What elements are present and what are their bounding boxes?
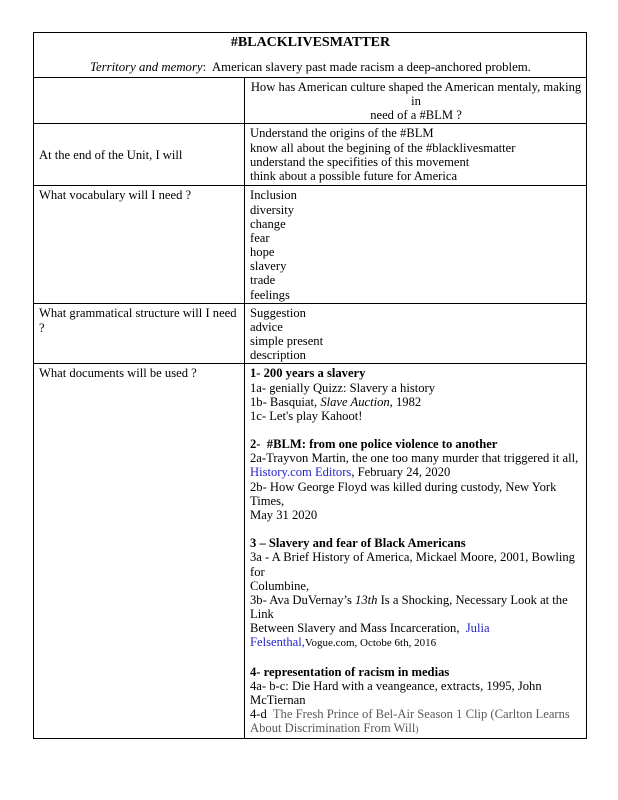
text-segment: Columbine, [250, 578, 310, 593]
text-segment: fear [250, 230, 270, 245]
text-segment: trade [250, 273, 276, 288]
row-content-vocabulary [245, 186, 587, 303]
text-line [250, 108, 582, 122]
text-segment: think about a possible future for America [250, 168, 458, 183]
subtitle-text: : American slavery past made racism a deep-anchored problem. [202, 60, 531, 74]
row-label-vocabulary: What vocabulary will I need ? [34, 186, 245, 303]
text-line [250, 593, 582, 621]
text-line [250, 366, 582, 380]
text-segment: 1982 [392, 394, 422, 409]
text-line [250, 288, 582, 302]
text-segment: 1- 200 years a slavery [250, 366, 366, 381]
hyperlink[interactable]: Felsenthal, [250, 635, 305, 650]
text-segment: Suggestion [250, 305, 306, 320]
row-question [34, 78, 587, 124]
text-segment: 4-d [250, 707, 273, 722]
text-line [250, 579, 582, 593]
subtitle-theme: Territory and memory [90, 60, 203, 74]
text-line [250, 245, 582, 259]
text-line [250, 188, 582, 202]
text-line [250, 465, 582, 479]
text-segment: Slave Auction, [320, 394, 393, 409]
text-line [250, 259, 582, 273]
text-segment: 2b- How George Floyd was killed during custody, New York Times, [250, 479, 560, 508]
text-line [250, 306, 582, 320]
text-segment: How has American culture shaped the American mentaly, making in [250, 80, 585, 109]
text-line [250, 536, 582, 550]
text-line [250, 721, 582, 737]
text-segment: 2a-Trayvon Martin, the one too many murder that triggered it all, [250, 451, 579, 466]
text-segment: hope [250, 245, 275, 260]
row-label-documents: What documents will be used ? [34, 364, 245, 739]
text-line [250, 155, 582, 169]
text-segment: simple present [250, 334, 324, 349]
text-line [250, 348, 582, 362]
text-line [250, 320, 582, 334]
text-line [250, 126, 582, 140]
text-segment: Understand the origins of the #BLM [250, 126, 434, 141]
row-grammar [34, 303, 587, 364]
text-segment: , February 24, 2020 [351, 465, 451, 480]
row-label-objectives: At the end of the Unit, I will [34, 124, 245, 186]
text-segment: The Fresh Prince of Bel-Air Season 1 Clip (Carlton Learns [272, 707, 570, 722]
text-line [250, 707, 582, 721]
text-segment: 13th [355, 592, 378, 607]
text-segment: ) [415, 725, 419, 736]
text-segment: 4- representation of racism in medias [250, 664, 450, 679]
text-segment: 1c- Let's play Kahoot! [250, 408, 363, 423]
text-segment: know all about the begining of the #blacklivesmatter [250, 140, 516, 155]
text-segment: feelings [250, 287, 290, 302]
unit-subtitle [39, 60, 582, 75]
text-segment: diversity [250, 202, 295, 217]
text-line [250, 635, 582, 650]
text-segment: Is a Shocking, Necessary Look at the Link [250, 592, 571, 621]
text-line [250, 80, 585, 109]
text-segment: 4a- b-c: Die Hard with a veangeance, extracts, 1995, John [250, 678, 542, 693]
text-line [250, 437, 582, 451]
hyperlink[interactable]: History.com Editors [250, 465, 352, 480]
text-segment: 1b- Basquiat, [250, 394, 321, 409]
text-line [250, 203, 582, 217]
text-segment: 1a- genially Quizz: Slavery a history [250, 380, 436, 395]
text-line [250, 395, 582, 409]
title-cell [34, 33, 587, 78]
row-content-objectives [245, 124, 587, 186]
text-line [250, 423, 582, 437]
text-line [250, 231, 582, 245]
row-label-question [34, 78, 245, 124]
text-segment: change [250, 216, 286, 231]
text-line [250, 650, 582, 664]
text-line [250, 381, 582, 395]
text-line [250, 409, 582, 423]
text-segment: slavery [250, 259, 287, 274]
text-line [250, 217, 582, 231]
text-line [250, 451, 582, 465]
unit-table [33, 32, 587, 739]
text-segment: need of a #BLM ? [370, 108, 462, 123]
text-segment: McTiernan [250, 692, 306, 707]
text-line [250, 508, 582, 522]
text-line [250, 141, 582, 155]
unit-table-body [34, 33, 587, 739]
header-row [34, 33, 587, 78]
row-objectives [34, 124, 587, 186]
text-segment: 3 – Slavery and fear of Black Americans [250, 536, 466, 551]
row-vocabulary [34, 186, 587, 303]
hyperlink[interactable]: Julia [465, 621, 490, 636]
text-line [250, 550, 582, 578]
text-segment: 3b- Ava DuVernay’s [250, 592, 356, 607]
text-line [250, 169, 582, 183]
text-line [250, 273, 582, 287]
row-content-documents [245, 364, 587, 739]
text-segment: description [250, 348, 306, 363]
text-segment: advice [250, 319, 283, 334]
text-segment: 2- #BLM: from one police violence to another [250, 437, 498, 452]
row-label-grammar: What grammatical structure will I need ? [34, 303, 245, 364]
text-segment: Vogue.com, Octobe 6th, 2016 [304, 637, 437, 650]
text-line [250, 334, 582, 348]
text-line [250, 621, 582, 635]
text-segment: Inclusion [250, 188, 297, 203]
text-segment: understand the specifities of this movement [250, 154, 470, 169]
text-segment: About Discrimination From Will [250, 721, 416, 736]
page-title: #BLACKLIVESMATTER [230, 35, 391, 50]
text-segment: Between Slavery and Mass Incarceration, [250, 621, 466, 636]
row-documents [34, 364, 587, 739]
text-line [250, 480, 582, 508]
text-line [250, 665, 582, 679]
row-content-grammar [245, 303, 587, 364]
text-line [250, 522, 582, 536]
text-line [250, 693, 582, 707]
row-content-question [245, 78, 587, 124]
text-segment: 3a - A Brief History of America, Mickael Moore, 2001, Bowling for [250, 550, 579, 579]
text-line [250, 679, 582, 693]
text-segment: May 31 2020 [250, 507, 318, 522]
